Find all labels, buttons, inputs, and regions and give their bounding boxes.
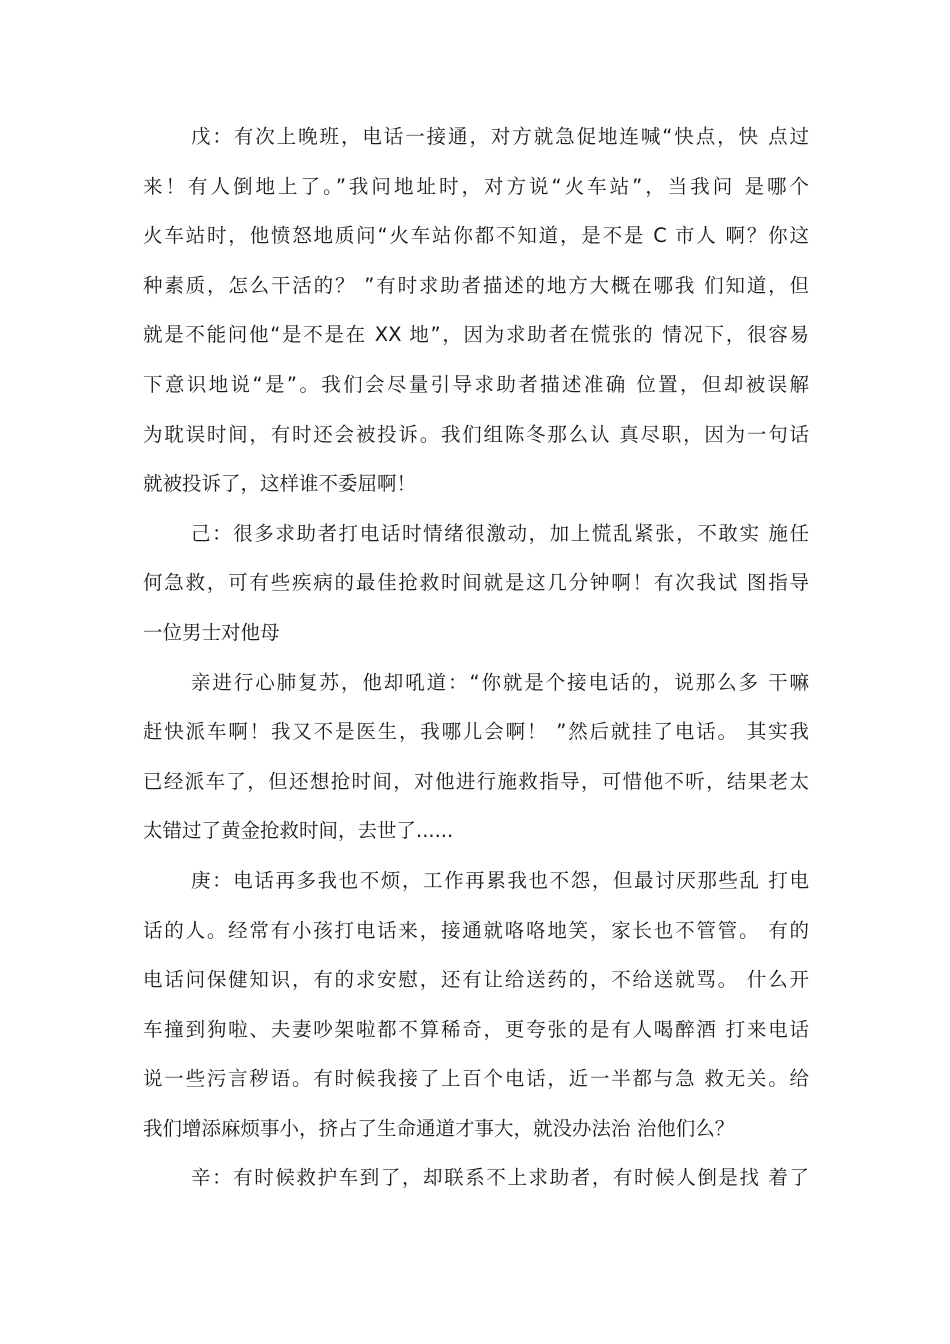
paragraph-xin xyxy=(143,1153,809,1203)
text-line: 说一些污言秽语。有时候我接了上百个电话，近一半都与急 救无关。给 xyxy=(143,1067,809,1091)
text-line: 就被投诉了，这样谁不委屈啊！ xyxy=(143,472,417,496)
text-line: 为耽误时间，有时还会被投诉。我们组陈冬那么认 真尽职，因为一句话 xyxy=(143,422,809,446)
paragraph-wu xyxy=(143,112,809,509)
text-line: 亲进行心肺复苏，他却吼道：“你就是个接电话的，说那么多 干嘛 xyxy=(191,670,809,694)
text-line: 种素质，怎么干活的？ ”有时求助者描述的地方大概在哪我 们知道，但 xyxy=(143,273,809,297)
text-line: 太错过了黄金抢救时间，去世了...... xyxy=(143,819,454,843)
text-line: 车撞到狗啦、夫妻吵架啦都不算稀奇，更夸张的是有人喝醉酒 打来电话 xyxy=(143,1017,809,1041)
text-line: 赶快派车啊！我又不是医生，我哪儿会啊！ ”然后就挂了电话。 其实我 xyxy=(143,720,809,744)
text-line: 辛：有时候救护车到了，却联系不上求助者，有时候人倒是找 着了 xyxy=(191,1166,809,1190)
text-line: 戊：有次上晚班，电话一接通，对方就急促地连喊“快点，快 点过 xyxy=(191,125,809,148)
text-line: 来！有人倒地上了。”我问地址时，对方说“火车站”，当我问 是哪个 xyxy=(143,174,809,198)
text-line: 火车站时，他愤怒地质问“火车站你都不知道，是不是 C 市人 啊？你这 xyxy=(143,224,809,248)
text-line: 一位男士对他母 xyxy=(143,620,280,644)
text-line: 何急救，可有些疾病的最佳抢救时间就是这几分钟啊！有次我试 图指导 xyxy=(143,571,809,595)
text-line: 下意识地说“是”。我们会尽量引导求助者描述准确 位置，但却被误解 xyxy=(143,372,809,396)
paragraph-ji-continued xyxy=(143,658,809,856)
text-line: 已经派车了，但还想抢时间，对他进行施救指导，可惜他不听，结果老太 xyxy=(143,769,809,793)
document-body xyxy=(143,112,809,1203)
text-line: 电话问保健知识，有的求安慰，还有让给送药的，不给送就骂。 什么开 xyxy=(143,968,809,992)
text-line: 我们增添麻烦事小，挤占了生命通道才事大，就没办法治 治他们么？ xyxy=(143,1116,735,1140)
paragraph-ji xyxy=(143,509,809,658)
text-line: 就是不能问他“是不是在 XX 地”，因为求助者在慌张的 情况下，很容易 xyxy=(143,323,809,347)
text-line: 话的人。经常有小孩打电话来，接通就咯咯地笑，家长也不管管。 有的 xyxy=(143,918,809,942)
paragraph-geng xyxy=(143,856,809,1154)
text-line: 己：很多求助者打电话时情绪很激动，加上慌乱紧张，不敢实 施任 xyxy=(191,521,809,545)
text-line: 庚：电话再多我也不烦，工作再累我也不怨，但最讨厌那些乱 打电 xyxy=(191,868,809,892)
